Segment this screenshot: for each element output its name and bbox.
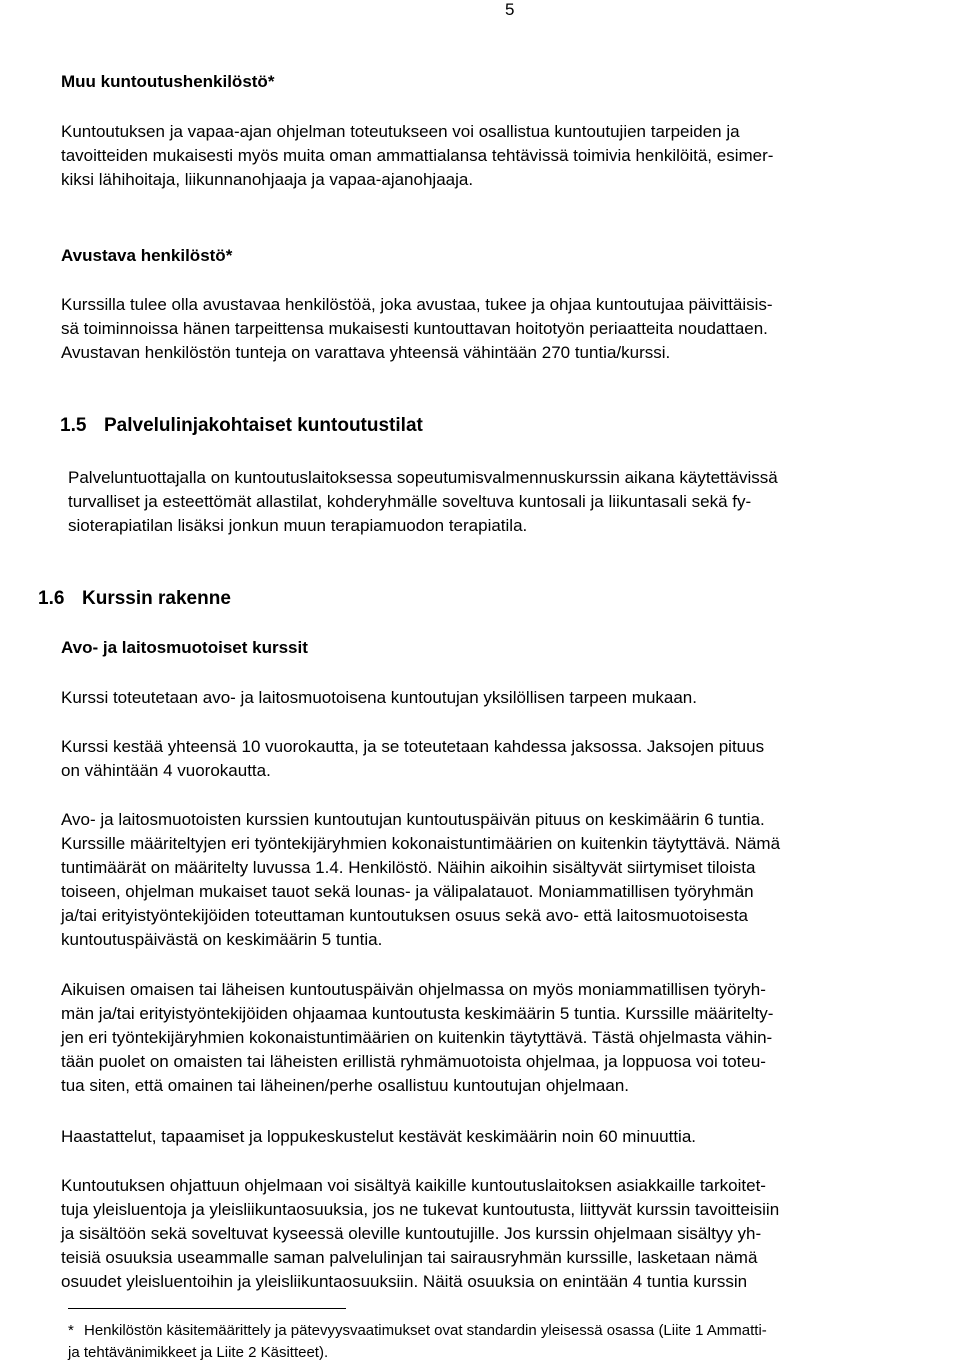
heading-avustava-henkilosto: Avustava henkilöstö* (61, 246, 233, 265)
text-line: Kuntoutuksen ja vapaa-ajan ohjelman toteutukseen voi osallistua kuntoutujien tarpeiden ja (61, 122, 740, 141)
text-line: tään puolet on omaisten tai läheisten erillistä ryhmämuotoista ohjelmaa, ja loppuosa voi toteu- (61, 1052, 766, 1071)
text-line: tuntimäärät on määritelty luvussa 1.4. Henkilöstö. Näihin aikoihin sisältyvät siirtymiset tiloista (61, 858, 756, 877)
text-line: Kurssi toteutetaan avo- ja laitosmuotoisena kuntoutujan yksilöllisen tarpeen mukaan. (61, 688, 697, 707)
section-title: Palvelulinjakohtaiset kuntoutustilat (104, 415, 423, 436)
paragraph-kuntoutuspaivan-pituus (61, 808, 780, 952)
text-line: ja sisältöön sekä soveltuvat kyseessä oleville kuntoutujille. Jos kurssin ohjelmaan sisältyy yh- (61, 1224, 762, 1243)
text-line: kuntoutuspäivästä on keskimäärin 5 tuntia. (61, 930, 383, 949)
section-title: Kurssin rakenne (82, 588, 231, 609)
text-line: on vähintään 4 vuorokautta. (61, 761, 271, 780)
text-line: teisiä osuuksia useammalle saman palvelulinjan tai sairausryhmän kurssille, lasketaan nämä (61, 1248, 758, 1267)
text-line: tavoitteiden mukaisesti myös muita oman ammattialansa tehtävissä toimivia henkilöitä, esimer- (61, 146, 774, 165)
text-line: Kurssi kestää yhteensä 10 vuorokautta, ja se toteutetaan kahdessa jaksossa. Jaksojen pituus (61, 737, 765, 756)
footnote-line (68, 1320, 767, 1342)
paragraph-ohjattu-ohjelma (61, 1174, 779, 1294)
footnote (68, 1320, 767, 1364)
text-line: osuudet yleisluentoihin ja yleisliikuntaosuuksiin. Näitä osuuksia on enintään 4 tuntia kurssin (61, 1272, 748, 1291)
section-heading-1-6 (38, 586, 231, 612)
paragraph-aikuisen-omaisen (61, 978, 773, 1098)
subheading-avo-ja-laitosmuotoiset: Avo- ja laitosmuotoiset kurssit (61, 638, 308, 657)
text-line: Palveluntuottajalla on kuntoutuslaitoksessa sopeutumisvalmennuskurssin aikana käytettävissä (68, 468, 778, 487)
section-heading-1-5 (60, 413, 423, 439)
footnote-line: ja tehtävänimikkeet ja Liite 2 Käsitteet). (68, 1344, 329, 1361)
footnote-marker: * (68, 1322, 74, 1339)
text-line: Kurssille määriteltyjen eri työntekijäryhmien kokonaistuntimäärien on kuitenkin täytyttävä. Nämä (61, 834, 781, 853)
section-number: 1.5 (60, 415, 87, 436)
text-line: sioterapiatilan lisäksi jonkun muun terapiamuodon terapiatila. (68, 516, 528, 535)
text-line: Kurssilla tulee olla avustavaa henkilöstöä, joka avustaa, tukee ja ohjaa kuntoutujaa päivittäisis- (61, 295, 773, 314)
text-line: tuja yleisluentoja ja yleisliikuntaosuuksia, jos ne tukevat kuntoutusta, liittyvät kurssin tavoitteisiin (61, 1200, 780, 1219)
text-line: tua siten, että omainen tai läheinen/perhe osallistuu kuntoutujan ohjelmaan. (61, 1076, 629, 1095)
text-line: turvalliset ja esteettömät allastilat, kohderyhmälle soveltuva kuntosali ja liikuntasali sekä fy- (68, 492, 752, 511)
text-line: kiksi lähihoitaja, liikunnanohjaaja ja vapaa-ajanohjaaja. (61, 170, 474, 189)
paragraph-kurssi-toteutetaan (61, 686, 697, 710)
page-number: 5 (505, 0, 515, 19)
text-line: toiseen, ohjelman mukaiset tauot sekä lounas- ja välipalatauot. Moniammatillisen työryhmän (61, 882, 754, 901)
heading-muu-kuntoutushenkilosto: Muu kuntoutushenkilöstö* (61, 72, 275, 91)
paragraph-kurssi-kestaa (61, 735, 764, 783)
text-line: Haastattelut, tapaamiset ja loppukeskustelut kestävät keskimäärin noin 60 minuuttia. (61, 1127, 697, 1146)
footnote-text: Henkilöstön käsitemäärittely ja pätevyysvaatimukset ovat standardin yleisessä osassa (Liite 1 Ammatti- (84, 1322, 767, 1339)
text-line: Avustavan henkilöstön tunteja on varattava yhteensä vähintään 270 tuntia/kurssi. (61, 343, 671, 362)
paragraph-kuntoutustilat (68, 466, 778, 538)
text-line: jen eri työntekijäryhmien kokonaistuntimäärien on kuitenkin täytyttävä. Tästä ohjelmasta vähin- (61, 1028, 773, 1047)
paragraph-haastattelut (61, 1125, 696, 1149)
text-line: män ja/tai erityistyöntekijöiden ohjaamaa kuntoutusta keskimäärin 5 tuntia. Kurssille määritelty- (61, 1004, 774, 1023)
footnote-divider (68, 1308, 346, 1309)
paragraph-avustava-henkilosto (61, 293, 773, 365)
text-line: Aikuisen omaisen tai läheisen kuntoutuspäivän ohjelmassa on myös moniammatillisen työryh- (61, 980, 766, 999)
text-line: ja/tai erityistyöntekijöiden toteuttaman kuntoutuksen osuus sekä avo- että laitosmuotoisesta (61, 906, 748, 925)
text-line: sä toiminnoissa hänen tarpeittensa mukaisesti kuntouttavan hoitotyön periaatteita noudattaen. (61, 319, 768, 338)
section-number: 1.6 (38, 588, 65, 609)
text-line: Kuntoutuksen ohjattuun ohjelmaan voi sisältyä kaikille kuntoutuslaitoksen asiakkaille tarkoitet- (61, 1176, 766, 1195)
text-line: Avo- ja laitosmuotoisten kurssien kuntoutujan kuntoutuspäivän pituus on keskimäärin 6 tuntia. (61, 810, 765, 829)
paragraph-muu-kuntoutushenkilosto (61, 120, 773, 192)
